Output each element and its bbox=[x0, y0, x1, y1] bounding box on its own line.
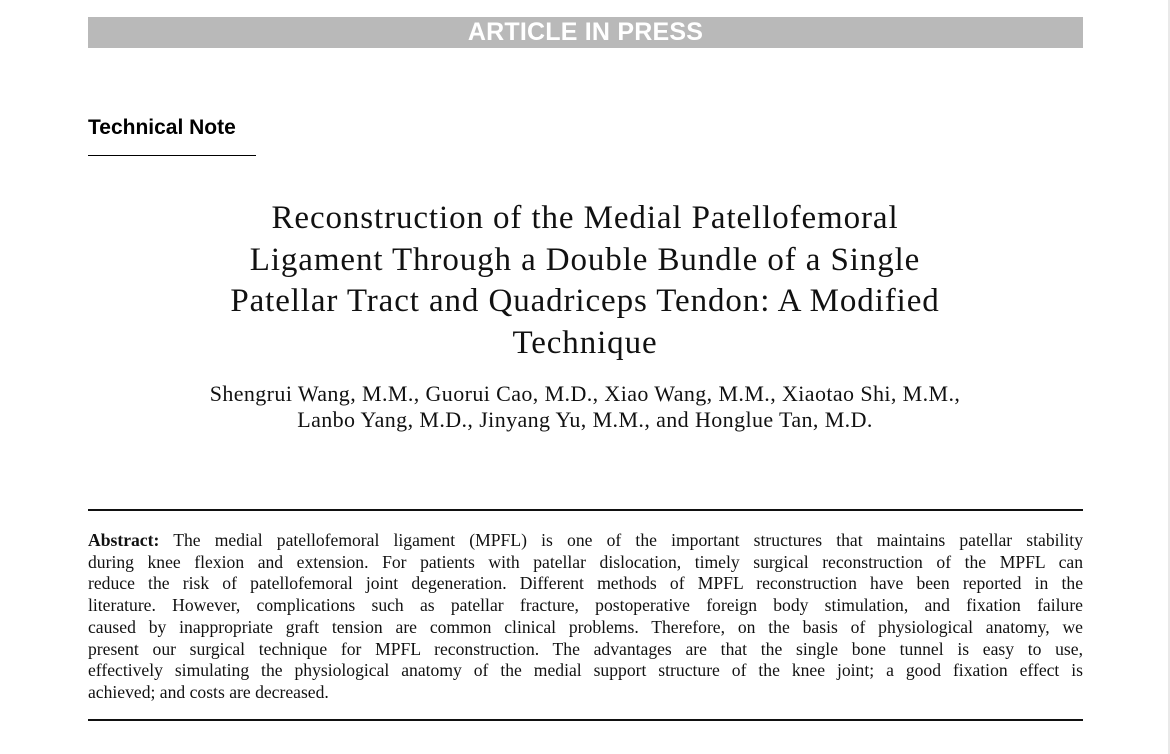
abstract-text: The medial patellofemoral ligament (MPFL) is one of the important structures that maintains patellar stability bbox=[159, 530, 1083, 550]
abstract-line: during knee flexion and extension. For patients with patellar dislocation, timely surgical reconstruction of the MPFL can bbox=[88, 551, 1083, 572]
abstract-line: present our surgical technique for MPFL reconstruction. The advantages are that the single bone tunnel is easy to use, bbox=[88, 638, 1083, 659]
author-line: Shengrui Wang, M.M., Guorui Cao, M.D., Xiao Wang, M.M., Xiaotao Shi, M.M., bbox=[209, 381, 961, 406]
title-line: Ligament Through a Double Bundle of a Single bbox=[249, 241, 921, 278]
banner-text: ARTICLE IN PRESS bbox=[467, 18, 704, 46]
author-list bbox=[100, 381, 1070, 433]
article-in-press-banner bbox=[88, 17, 1083, 48]
abstract-top-rule bbox=[88, 509, 1083, 511]
abstract bbox=[88, 530, 1083, 704]
abstract-line: effectively simulating the physiological anatomy of the medial support structure of the knee joint; a good fixation effect is bbox=[88, 660, 1083, 681]
abstract-line: literature. However, complications such as patellar fracture, postoperative foreign body stimulation, and fixation failure bbox=[88, 595, 1083, 616]
article-title bbox=[140, 198, 1030, 364]
abstract-line bbox=[88, 530, 1083, 552]
abstract-line: achieved; and costs are decreased. bbox=[88, 681, 329, 702]
title-line: Patellar Tract and Quadriceps Tendon: A Modified bbox=[230, 283, 940, 319]
abstract-label: Abstract: bbox=[88, 530, 160, 550]
abstract-line: caused by inappropriate graft tension are common clinical problems. Therefore, on the basis of physiological anatomy, we bbox=[88, 616, 1083, 637]
section-underline bbox=[88, 155, 256, 156]
author-line: Lanbo Yang, M.D., Jinyang Yu, M.M., and Honglue Tan, M.D. bbox=[297, 407, 873, 432]
abstract-bottom-rule bbox=[88, 719, 1083, 721]
section-label: Technical Note bbox=[88, 116, 236, 139]
title-line: Technique bbox=[512, 324, 658, 361]
abstract-line: reduce the risk of patellofemoral joint degeneration. Different methods of MPFL reconstruction have been reported in the bbox=[88, 573, 1083, 594]
title-line: Reconstruction of the Medial Patellofemoral bbox=[271, 200, 899, 236]
